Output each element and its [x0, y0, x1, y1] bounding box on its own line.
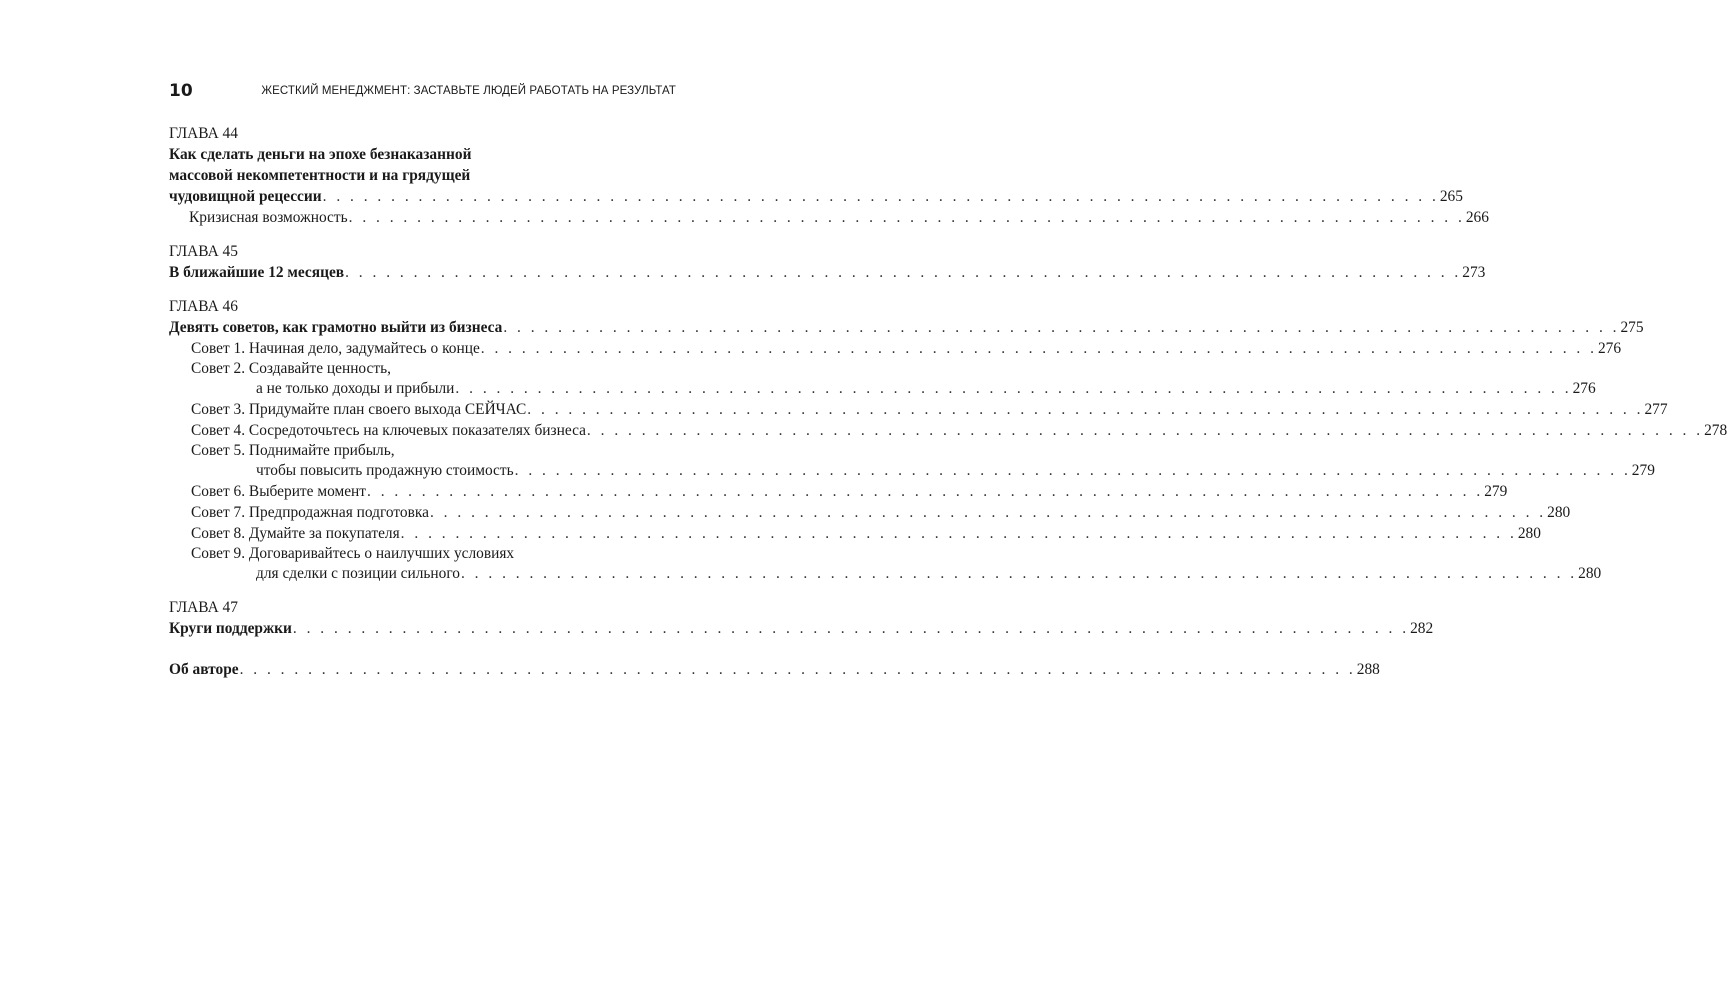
dot-leader: . . . . . . . . . . . . . . . . . . . . . . . . . . . . . . . . . . . . . . . . . . . . . . . . . . . . . . . . . . . . . . . . . . . . . . . . . . . . . . . . . .	[503, 319, 1620, 336]
dot-leader: . . . . . . . . . . . . . . . . . . . . . . . . . . . . . . . . . . . . . . . . . . . . . . . . . . . . . . . . . . . . . . . . . . . . . . . . . . . . . . . . . .	[480, 340, 1597, 357]
toc-entry-tip-6[interactable]: Совет 6. Выберите момент . . . . . . . . . . . . . . . . . . . . . . . . . . . . . . . . . . . . . . . . . . . . . . . . . . . . . . . . . . . . . . . . . . . . . . . . . . . . . . . . . . 279	[191, 483, 1508, 500]
dot-leader: . . . . . . . . . . . . . . . . . . . . . . . . . . . . . . . . . . . . . . . . . . . . . . . . . . . . . . . . . . . . . . . . . . . . . . . . . . . . . . . . . .	[527, 401, 1644, 418]
page-ref: 273	[1462, 264, 1486, 281]
chapter-47-label: ГЛАВА 47	[169, 599, 238, 616]
toc-entry-about-author[interactable]: Об авторе . . . . . . . . . . . . . . . . . . . . . . . . . . . . . . . . . . . . . . . . . . . . . . . . . . . . . . . . . . . . . . . . . . . . . . . . . . . . . . . . . . 288	[169, 661, 1380, 678]
dot-leader: . . . . . . . . . . . . . . . . . . . . . . . . . . . . . . . . . . . . . . . . . . . . . . . . . . . . . . . . . . . . . . . . . . . . . . . . . . . . . . . . . .	[400, 525, 1517, 542]
chapter-47-title[interactable]: Круги поддержки . . . . . . . . . . . . . . . . . . . . . . . . . . . . . . . . . . . . . . . . . . . . . . . . . . . . . . . . . . . . . . . . . . . . . . . . . . . . . . . . . . 282	[169, 620, 1434, 637]
toc-entry-crisis-opportunity[interactable]: Кризисная возможность . . . . . . . . . . . . . . . . . . . . . . . . . . . . . . . . . . . . . . . . . . . . . . . . . . . . . . . . . . . . . . . . . . . . . . . . . . . . . . . . . . 266	[189, 209, 1489, 226]
toc-entry-tip-7[interactable]: Совет 7. Предпродажная подготовка . . . . . . . . . . . . . . . . . . . . . . . . . . . . . . . . . . . . . . . . . . . . . . . . . . . . . . . . . . . . . . . . . . . . . . . . . . . . . . . . . . 280	[191, 504, 1571, 521]
dot-leader: . . . . . . . . . . . . . . . . . . . . . . . . . . . . . . . . . . . . . . . . . . . . . . . . . . . . . . . . . . . . . . . . . . . . . . . . . . . . . . . . . .	[429, 504, 1547, 521]
toc-entry-tip-1[interactable]: Совет 1. Начиная дело, задумайтесь о конце . . . . . . . . . . . . . . . . . . . . . . . . . . . . . . . . . . . . . . . . . . . . . . . . . . . . . . . . . . . . . . . . . . . . . . . . . . . . . . . . . . 276	[191, 340, 1622, 357]
toc-entry-tip-9-cont[interactable]: для сделки с позиции сильного . . . . . . . . . . . . . . . . . . . . . . . . . . . . . . . . . . . . . . . . . . . . . . . . . . . . . . . . . . . . . . . . . . . . . . . . . . . . . . . . . . 280	[256, 565, 1602, 582]
dot-leader: . . . . . . . . . . . . . . . . . . . . . . . . . . . . . . . . . . . . . . . . . . . . . . . . . . . . . . . . . . . . . . . . . . . . . . . . . . . . . . . . . .	[239, 661, 1356, 678]
dot-leader: . . . . . . . . . . . . . . . . . . . . . . . . . . . . . . . . . . . . . . . . . . . . . . . . . . . . . . . . . . . . . . . . . . . . . . . . . . . . . . . . . .	[367, 483, 1484, 500]
chapter-46-title[interactable]: Девять советов, как грамотно выйти из бизнеса . . . . . . . . . . . . . . . . . . . . . . . . . . . . . . . . . . . . . . . . . . . . . . . . . . . . . . . . . . . . . . . . . . . . . . . . . . . . . . . . . . 275	[169, 319, 1644, 336]
page-ref: 280	[1547, 504, 1571, 521]
chapter-44-title-line3[interactable]: чудовищной рецессии . . . . . . . . . . . . . . . . . . . . . . . . . . . . . . . . . . . . . . . . . . . . . . . . . . . . . . . . . . . . . . . . . . . . . . . . . . . . . . . . . . 265	[169, 188, 1463, 205]
toc-entry-tip-9[interactable]: Совет 9. Договаривайтесь о наилучших условиях	[191, 545, 515, 562]
chapter-45-label: ГЛАВА 45	[169, 243, 238, 260]
page-ref: 280	[1578, 565, 1602, 582]
toc-entry-tip-2[interactable]: Совет 2. Создавайте ценность,	[191, 360, 391, 377]
dot-leader: . . . . . . . . . . . . . . . . . . . . . . . . . . . . . . . . . . . . . . . . . . . . . . . . . . . . . . . . . . . . . . . . . . . . . . . . . . . . . . . . . .	[586, 422, 1704, 439]
toc-entry-tip-2-cont[interactable]: а не только доходы и прибыли . . . . . . . . . . . . . . . . . . . . . . . . . . . . . . . . . . . . . . . . . . . . . . . . . . . . . . . . . . . . . . . . . . . . . . . . . . . . . . . . . . 276	[256, 380, 1596, 397]
page-ref: 276	[1572, 380, 1596, 397]
page-ref: 279	[1484, 483, 1508, 500]
chapter-44-title-line1[interactable]: Как сделать деньги на эпохе безнаказанной	[169, 146, 472, 163]
chapter-46-label: ГЛАВА 46	[169, 298, 238, 315]
page-ref: 276	[1597, 340, 1622, 357]
dot-leader: . . . . . . . . . . . . . . . . . . . . . . . . . . . . . . . . . . . . . . . . . . . . . . . . . . . . . . . . . . . . . . . . . . . . . . . . . . . . . . . . . .	[322, 188, 1439, 205]
page-ref: 266	[1465, 209, 1489, 226]
table-of-contents	[169, 123, 1727, 680]
page-ref: 277	[1644, 401, 1668, 418]
page-header	[169, 80, 676, 104]
chapter-44-title-line2[interactable]: массовой некомпетентности и на грядущей	[169, 167, 471, 184]
page-ref: 288	[1356, 661, 1380, 678]
chapter-44-label: ГЛАВА 44	[169, 125, 238, 142]
dot-leader: . . . . . . . . . . . . . . . . . . . . . . . . . . . . . . . . . . . . . . . . . . . . . . . . . . . . . . . . . . . . . . . . . . . . . . . . . . . . . . . . . .	[345, 264, 1462, 281]
running-title: ЖЕСТКИЙ МЕНЕДЖМЕНТ: ЗАСТАВЬТЕ ЛЮДЕЙ РАБОТАТЬ НА РЕЗУЛЬТАТ	[261, 85, 676, 97]
page-ref: 280	[1517, 525, 1541, 542]
toc-entry-tip-5[interactable]: Совет 5. Поднимайте прибыль,	[191, 442, 395, 459]
page-ref: 275	[1620, 319, 1644, 336]
toc-entry-tip-5-cont[interactable]: чтобы повысить продажную стоимость . . . . . . . . . . . . . . . . . . . . . . . . . . . . . . . . . . . . . . . . . . . . . . . . . . . . . . . . . . . . . . . . . . . . . . . . . . . . . . . . . . 279	[256, 462, 1655, 479]
dot-leader: . . . . . . . . . . . . . . . . . . . . . . . . . . . . . . . . . . . . . . . . . . . . . . . . . . . . . . . . . . . . . . . . . . . . . . . . . . . . . . . . . .	[292, 620, 1410, 637]
dot-leader: . . . . . . . . . . . . . . . . . . . . . . . . . . . . . . . . . . . . . . . . . . . . . . . . . . . . . . . . . . . . . . . . . . . . . . . . . . . . . . . . . .	[460, 565, 1578, 582]
toc-entry-tip-4[interactable]: Совет 4. Сосредоточьтесь на ключевых показателях бизнеса . . . . . . . . . . . . . . . . . . . . . . . . . . . . . . . . . . . . . . . . . . . . . . . . . . . . . . . . . . . . . . . . . . . . . . . . . . . . . . . . . . 278	[191, 422, 1727, 439]
page-number: 10	[169, 81, 193, 101]
dot-leader: . . . . . . . . . . . . . . . . . . . . . . . . . . . . . . . . . . . . . . . . . . . . . . . . . . . . . . . . . . . . . . . . . . . . . . . . . . . . . . . . . .	[348, 209, 1465, 226]
dot-leader: . . . . . . . . . . . . . . . . . . . . . . . . . . . . . . . . . . . . . . . . . . . . . . . . . . . . . . . . . . . . . . . . . . . . . . . . . . . . . . . . . .	[514, 462, 1631, 479]
page-ref: 265	[1439, 188, 1463, 205]
page-ref: 278	[1704, 422, 1727, 439]
dot-leader: . . . . . . . . . . . . . . . . . . . . . . . . . . . . . . . . . . . . . . . . . . . . . . . . . . . . . . . . . . . . . . . . . . . . . . . . . . . . . . . . . .	[455, 380, 1572, 397]
toc-entry-tip-3[interactable]: Совет 3. Придумайте план своего выхода СЕЙЧАС . . . . . . . . . . . . . . . . . . . . . . . . . . . . . . . . . . . . . . . . . . . . . . . . . . . . . . . . . . . . . . . . . . . . . . . . . . . . . . . . . . 277	[191, 401, 1668, 418]
chapter-45-title[interactable]: В ближайшие 12 месяцев . . . . . . . . . . . . . . . . . . . . . . . . . . . . . . . . . . . . . . . . . . . . . . . . . . . . . . . . . . . . . . . . . . . . . . . . . . . . . . . . . . 273	[169, 264, 1486, 281]
toc-entry-tip-8[interactable]: Совет 8. Думайте за покупателя . . . . . . . . . . . . . . . . . . . . . . . . . . . . . . . . . . . . . . . . . . . . . . . . . . . . . . . . . . . . . . . . . . . . . . . . . . . . . . . . . . 280	[191, 525, 1541, 542]
page-ref: 282	[1410, 620, 1434, 637]
page-ref: 279	[1631, 462, 1655, 479]
